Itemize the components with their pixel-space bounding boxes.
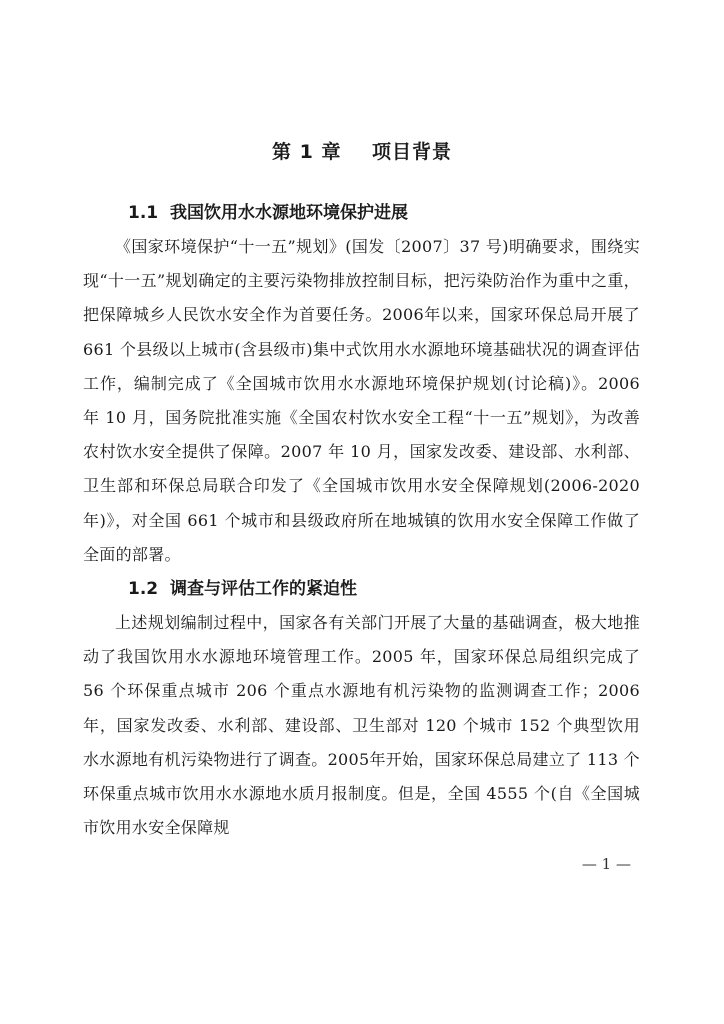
page-number: — 1 —: [581, 855, 631, 873]
section-1-2-paragraph: 上述规划编制过程中，国家各有关部门开展了大量的基础调查，极大地推动了我国饮用水水源地环境管理工作。2005 年，国家环保总局组织完成了 56 个环保重点城市 206 个重点水源地有机污染物的监测调查工作；2006 年，国家发改委、水利部、建设部、卫生部对 120 个城市 152 个典型饮用水水源地有机污染物进行了调查。2005年开始，国家环保总局建立了 113 个环保重点城市饮用水水源地水质月报制度。但是，全国 4555 个(自《全国城市饮用水安全保障规: [83, 613, 640, 838]
section-1-1-paragraph: 《国家环境保护“十一五”规划》(国发〔2007〕37 号)明确要求，围绕实现“十一五”规划确定的主要污染物排放控制目标，把污染防治作为重中之重，把保障城乡人民饮水安全作为首要任务。2006年以来，国家环保总局开展了 661 个县级以上城市(含县级市)集中式饮用水水源地环境基础状况的调查评估工作，编制完成了《全国城市饮用水水源地环境保护规划(讨论稿)》。2006 年 10 月，国务院批准实施《全国农村饮水安全工程“十一五”规划》，为改善农村饮水安全提供了保障。2007 年 10 月，国家发改委、建设部、水利部、卫生部和环保总局联合印发了《全国城市饮用水安全保障规划(2006-2020 年)》，对全国 661 个城市和县级政府所在地城镇的饮用水安全保障工作做了全面的部署。: [83, 237, 640, 564]
chapter-title: 第 1 章 项目背景: [272, 141, 452, 163]
section-heading-1-2: 1.2 调查与评估工作的紧迫性: [128, 579, 357, 600]
section-heading-1-1: 1.1 我国饮用水水源地环境保护进展: [128, 203, 408, 223]
document-body: [83, 196, 640, 845]
